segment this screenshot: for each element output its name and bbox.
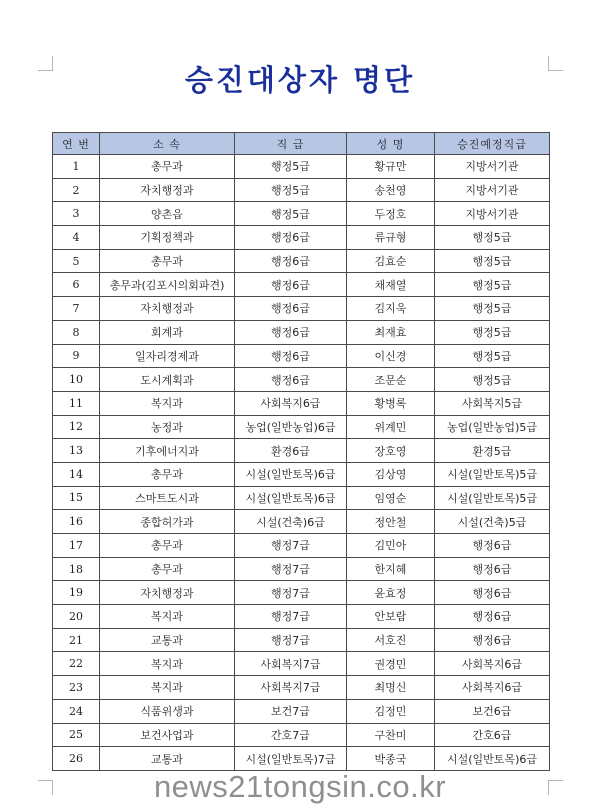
- table-row: [53, 297, 550, 321]
- cell-planned-rank: 행정5급: [435, 320, 550, 344]
- cell-serial-number: 25: [53, 723, 100, 747]
- cell-planned-rank: 간호6급: [435, 723, 550, 747]
- cell-serial-number: 4: [53, 226, 100, 250]
- table-row: [53, 628, 550, 652]
- cell-planned-rank: 행정5급: [435, 249, 550, 273]
- cell-department: 총무과: [100, 462, 235, 486]
- table-row: [53, 415, 550, 439]
- cell-rank: 사회복지6급: [235, 391, 347, 415]
- cell-serial-number: 21: [53, 628, 100, 652]
- cell-planned-rank: 지방서기관: [435, 178, 550, 202]
- cell-serial-number: 13: [53, 439, 100, 463]
- cell-name: 최재효: [347, 320, 435, 344]
- cell-name: 임영순: [347, 486, 435, 510]
- cell-planned-rank: 행정6급: [435, 557, 550, 581]
- table-row: [53, 605, 550, 629]
- table-row: [53, 391, 550, 415]
- cell-rank: 행정5급: [235, 202, 347, 226]
- cell-planned-rank: 행정5급: [435, 344, 550, 368]
- cell-name: 권경민: [347, 652, 435, 676]
- cell-department: 자치행정과: [100, 581, 235, 605]
- cell-department: 복지과: [100, 676, 235, 700]
- table-row: [53, 273, 550, 297]
- cell-planned-rank: 행정6급: [435, 628, 550, 652]
- cell-name: 서호진: [347, 628, 435, 652]
- cell-planned-rank: 행정5급: [435, 273, 550, 297]
- cell-rank: 행정7급: [235, 628, 347, 652]
- cell-serial-number: 19: [53, 581, 100, 605]
- cell-name: 최명신: [347, 676, 435, 700]
- cell-serial-number: 12: [53, 415, 100, 439]
- cell-serial-number: 11: [53, 391, 100, 415]
- cell-serial-number: 10: [53, 368, 100, 392]
- cell-rank: 행정6급: [235, 226, 347, 250]
- cell-department: 식품위생과: [100, 699, 235, 723]
- cell-planned-rank: 시설(일반토목)5급: [435, 486, 550, 510]
- cell-name: 위계민: [347, 415, 435, 439]
- cell-name: 김정민: [347, 699, 435, 723]
- cell-department: 양촌읍: [100, 202, 235, 226]
- cell-rank: 환경6급: [235, 439, 347, 463]
- cell-name: 한지혜: [347, 557, 435, 581]
- cell-name: 류규형: [347, 226, 435, 250]
- cell-serial-number: 16: [53, 510, 100, 534]
- cell-serial-number: 15: [53, 486, 100, 510]
- header-department: 소 속: [100, 133, 235, 155]
- cell-rank: 사회복지7급: [235, 676, 347, 700]
- table-row: [53, 676, 550, 700]
- cell-name: 김민아: [347, 534, 435, 558]
- cell-serial-number: 26: [53, 747, 100, 771]
- cell-planned-rank: 보건6급: [435, 699, 550, 723]
- cell-name: 두정호: [347, 202, 435, 226]
- cell-name: 조문순: [347, 368, 435, 392]
- cell-serial-number: 17: [53, 534, 100, 558]
- cell-planned-rank: 시설(일반토목)6급: [435, 747, 550, 771]
- cell-name: 박종국: [347, 747, 435, 771]
- cell-department: 총무과: [100, 534, 235, 558]
- cell-rank: 보건7급: [235, 699, 347, 723]
- table-row: [53, 581, 550, 605]
- table-header-row: [53, 133, 550, 155]
- cell-department: 총무과: [100, 249, 235, 273]
- cell-rank: 행정5급: [235, 178, 347, 202]
- cell-planned-rank: 환경5급: [435, 439, 550, 463]
- cell-serial-number: 18: [53, 557, 100, 581]
- cell-planned-rank: 행정6급: [435, 581, 550, 605]
- table-row: [53, 344, 550, 368]
- table-row: [53, 486, 550, 510]
- cell-serial-number: 22: [53, 652, 100, 676]
- cell-rank: 행정6급: [235, 320, 347, 344]
- cell-planned-rank: 행정6급: [435, 605, 550, 629]
- cell-serial-number: 3: [53, 202, 100, 226]
- cell-rank: 시설(일반토목)6급: [235, 462, 347, 486]
- cell-rank: 행정7급: [235, 605, 347, 629]
- table-row: [53, 368, 550, 392]
- cell-department: 복지과: [100, 605, 235, 629]
- table-row: [53, 320, 550, 344]
- cell-rank: 행정6급: [235, 273, 347, 297]
- cell-name: 황병록: [347, 391, 435, 415]
- header-name: 성 명: [347, 133, 435, 155]
- table-row: [53, 534, 550, 558]
- cell-department: 기획정책과: [100, 226, 235, 250]
- cell-department: 기후에너지과: [100, 439, 235, 463]
- cell-serial-number: 6: [53, 273, 100, 297]
- header-planned-rank: 승진예정직급: [435, 133, 550, 155]
- cell-planned-rank: 농업(일반농업)5급: [435, 415, 550, 439]
- cell-department: 총무과: [100, 155, 235, 179]
- cell-department: 총무과(김포시의회파견): [100, 273, 235, 297]
- cell-department: 복지과: [100, 391, 235, 415]
- table-row: [53, 652, 550, 676]
- cell-rank: 행정6급: [235, 297, 347, 321]
- cell-name: 채재열: [347, 273, 435, 297]
- table-row: [53, 202, 550, 226]
- cell-department: 교통과: [100, 747, 235, 771]
- cell-planned-rank: 행정6급: [435, 534, 550, 558]
- cell-planned-rank: 지방서기관: [435, 202, 550, 226]
- cell-planned-rank: 사회복지5급: [435, 391, 550, 415]
- cell-department: 일자리경제과: [100, 344, 235, 368]
- cell-serial-number: 24: [53, 699, 100, 723]
- table-row: [53, 723, 550, 747]
- table-row: [53, 178, 550, 202]
- cell-planned-rank: 행정5급: [435, 368, 550, 392]
- cell-department: 총무과: [100, 557, 235, 581]
- cell-name: 윤효정: [347, 581, 435, 605]
- cell-rank: 간호7급: [235, 723, 347, 747]
- cell-name: 송천영: [347, 178, 435, 202]
- cell-rank: 행정7급: [235, 534, 347, 558]
- cell-serial-number: 14: [53, 462, 100, 486]
- cell-serial-number: 7: [53, 297, 100, 321]
- cell-department: 복지과: [100, 652, 235, 676]
- cell-rank: 행정7급: [235, 581, 347, 605]
- cell-rank: 농업(일반농업)6급: [235, 415, 347, 439]
- promotion-candidates-table: [52, 132, 550, 771]
- table-body: [53, 155, 550, 771]
- cell-department: 자치행정과: [100, 178, 235, 202]
- cell-planned-rank: 행정5급: [435, 297, 550, 321]
- cell-rank: 시설(건축)6급: [235, 510, 347, 534]
- cell-department: 자치행정과: [100, 297, 235, 321]
- table-row: [53, 557, 550, 581]
- table-row: [53, 747, 550, 771]
- cell-name: 안보람: [347, 605, 435, 629]
- table-row: [53, 510, 550, 534]
- cell-name: 김지욱: [347, 297, 435, 321]
- header-rank: 직 급: [235, 133, 347, 155]
- watermark: news21tongsin.co.kr: [153, 769, 447, 804]
- cell-planned-rank: 사회복지6급: [435, 676, 550, 700]
- cell-rank: 행정5급: [235, 155, 347, 179]
- cell-rank: 사회복지7급: [235, 652, 347, 676]
- cell-department: 종합허가과: [100, 510, 235, 534]
- cell-name: 김상영: [347, 462, 435, 486]
- cell-department: 도시계획과: [100, 368, 235, 392]
- header-serial-number: 연 번: [53, 133, 100, 155]
- cell-name: 구찬미: [347, 723, 435, 747]
- table-row: [53, 155, 550, 179]
- cell-serial-number: 20: [53, 605, 100, 629]
- cell-name: 김효순: [347, 249, 435, 273]
- cell-planned-rank: 행정5급: [435, 226, 550, 250]
- cell-name: 이신경: [347, 344, 435, 368]
- table-row: [53, 462, 550, 486]
- cell-department: 농정과: [100, 415, 235, 439]
- cell-serial-number: 9: [53, 344, 100, 368]
- cell-rank: 행정6급: [235, 368, 347, 392]
- cell-serial-number: 2: [53, 178, 100, 202]
- cell-department: 회계과: [100, 320, 235, 344]
- cell-name: 황규만: [347, 155, 435, 179]
- cell-department: 보건사업과: [100, 723, 235, 747]
- table-row: [53, 699, 550, 723]
- cell-department: 교통과: [100, 628, 235, 652]
- cell-serial-number: 1: [53, 155, 100, 179]
- cell-planned-rank: 지방서기관: [435, 155, 550, 179]
- cell-rank: 시설(일반토목)7급: [235, 747, 347, 771]
- table-row: [53, 249, 550, 273]
- cell-planned-rank: 사회복지6급: [435, 652, 550, 676]
- cell-serial-number: 5: [53, 249, 100, 273]
- cell-rank: 시설(일반토목)6급: [235, 486, 347, 510]
- cell-name: 장호영: [347, 439, 435, 463]
- document-title: 승진대상자 명단: [184, 63, 416, 97]
- table-row: [53, 439, 550, 463]
- cell-serial-number: 23: [53, 676, 100, 700]
- cell-name: 정안철: [347, 510, 435, 534]
- cell-serial-number: 8: [53, 320, 100, 344]
- cell-rank: 행정7급: [235, 557, 347, 581]
- table-row: [53, 226, 550, 250]
- cell-planned-rank: 시설(건축)5급: [435, 510, 550, 534]
- cell-department: 스마트도시과: [100, 486, 235, 510]
- cell-planned-rank: 시설(일반토목)5급: [435, 462, 550, 486]
- cell-rank: 행정6급: [235, 344, 347, 368]
- cell-rank: 행정6급: [235, 249, 347, 273]
